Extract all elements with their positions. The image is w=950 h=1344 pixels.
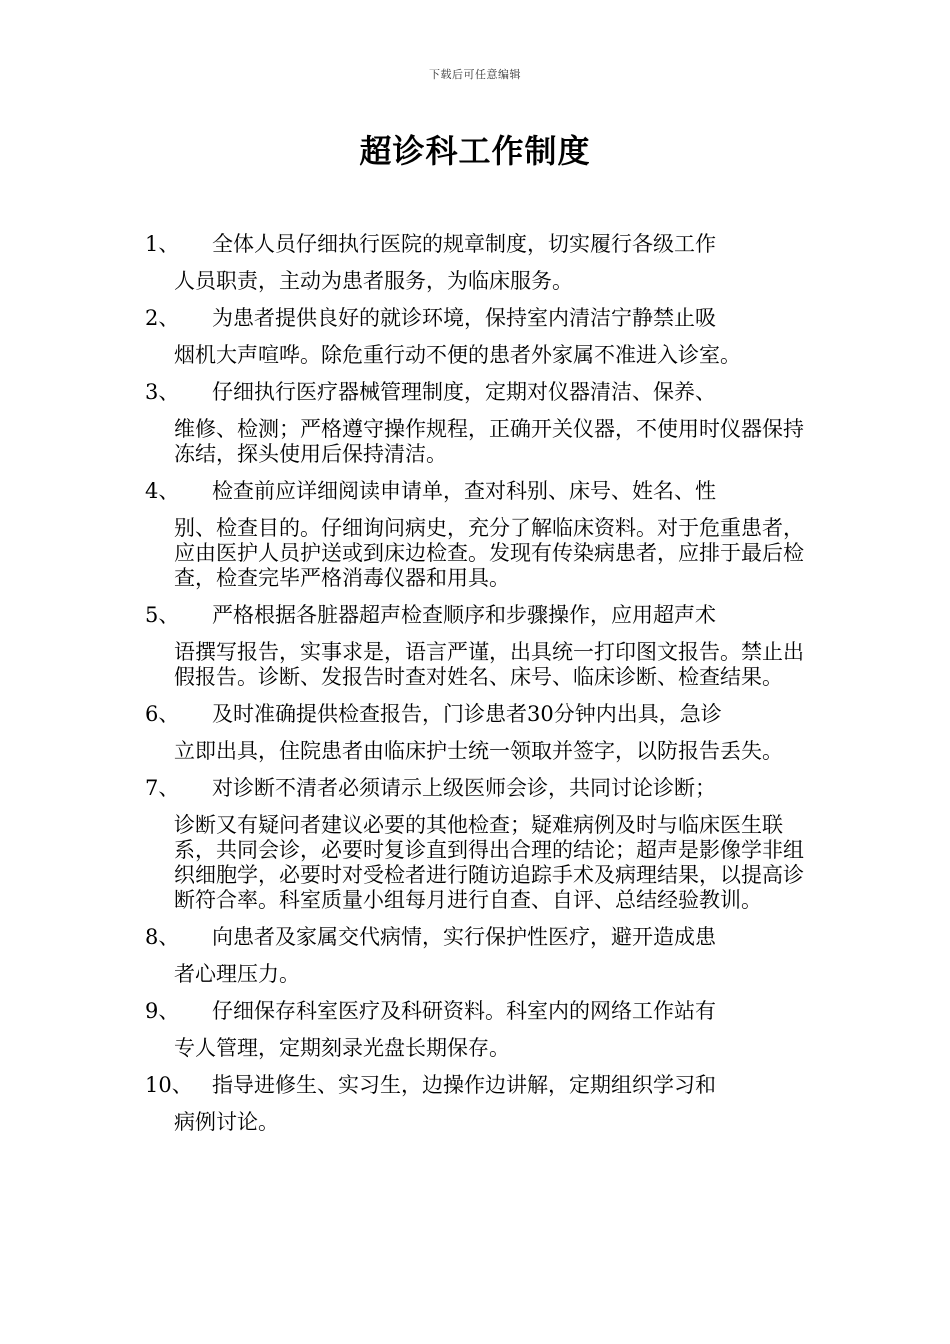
rule-continuation: 诊断又有疑问者建议必要的其他检查；疑难病例及时与临床医生联系，共同会诊，必要时复诊直到得出合理的结论；超声是影像学非组织细胞学，必要时对受检者进行随访追踪手术及病理结果，以提高诊断符合率。科室质量小组每月进行自查、自评、总结经验教训。	[174, 813, 804, 912]
rule-item-6	[145, 702, 820, 764]
rule-first-line: 严格根据各脏器超声检查顺序和步骤操作，应用超声术	[212, 603, 716, 627]
rule-continuation: 者心理压力。	[174, 962, 300, 986]
rule-first-line: 向患者及家属交代病情，实行保护性医疗，避开造成患	[212, 925, 716, 949]
rule-number: 9、	[145, 999, 180, 1023]
rule-item-2	[145, 306, 820, 368]
rule-item-10	[145, 1073, 820, 1135]
rule-item-3	[145, 380, 820, 467]
rule-number: 3、	[145, 380, 180, 404]
rule-number: 10、	[145, 1073, 193, 1097]
rule-first-line: 指导进修生、实习生，边操作边讲解，定期组织学习和	[212, 1073, 716, 1097]
rules-list	[145, 232, 820, 1147]
rule-first-line: 为患者提供良好的就诊环境，保持室内清洁宁静禁止吸	[212, 306, 716, 330]
rule-item-1	[145, 232, 820, 294]
rule-item-7	[145, 776, 820, 913]
rule-number: 7、	[145, 776, 180, 800]
rule-first-line: 仔细执行医疗器械管理制度，定期对仪器清洁、保养、	[212, 380, 716, 404]
rule-item-4	[145, 479, 820, 591]
rule-first-line: 全体人员仔细执行医院的规章制度，切实履行各级工作	[212, 232, 716, 256]
rule-continuation: 人员职责，主动为患者服务，为临床服务。	[174, 269, 573, 293]
rule-continuation: 立即出具，住院患者由临床护士统一领取并签字，以防报告丢失。	[174, 739, 783, 763]
rule-number: 2、	[145, 306, 180, 330]
download-editable-note: 下载后可任意编辑	[429, 68, 521, 81]
rule-first-line: 检查前应详细阅读申请单，查对科别、床号、姓名、性	[212, 479, 716, 503]
rule-continuation: 专人管理，定期刻录光盘长期保存。	[174, 1036, 510, 1060]
rule-item-5	[145, 603, 820, 690]
rule-number: 5、	[145, 603, 180, 627]
rule-continuation: 维修、检测；严格遵守操作规程，正确开关仪器，不使用时仪器保持冻结，探头使用后保持清洁。	[174, 417, 804, 466]
rule-number: 8、	[145, 925, 180, 949]
rule-first-line: 及时准确提供检查报告，门诊患者30分钟内出具，急诊	[212, 702, 722, 726]
rule-item-9	[145, 999, 820, 1061]
rule-item-8	[145, 925, 820, 987]
rule-first-line: 仔细保存科室医疗及科研资料。科室内的网络工作站有	[212, 999, 716, 1023]
rule-number: 4、	[145, 479, 180, 503]
rule-continuation: 烟机大声喧哗。除危重行动不便的患者外家属不准进入诊室。	[174, 343, 741, 367]
rule-first-line: 对诊断不清者必须请示上级医师会诊，共同讨论诊断；	[212, 776, 716, 800]
page-title: 超诊科工作制度	[359, 132, 591, 170]
rule-continuation: 语撰写报告，实事求是，语言严谨，出具统一打印图文报告。禁止出假报告。诊断、发报告时查对姓名、床号、临床诊断、检查结果。	[174, 640, 804, 689]
rule-continuation: 病例讨论。	[174, 1110, 279, 1134]
rule-number: 1、	[145, 232, 180, 256]
rule-continuation: 别、检查目的。仔细询问病史，充分了解临床资料。对于危重患者，应由医护人员护送或到床边检查。发现有传染病患者，应排于最后检查，检查完毕严格消毒仪器和用具。	[174, 516, 804, 590]
rule-number: 6、	[145, 702, 180, 726]
